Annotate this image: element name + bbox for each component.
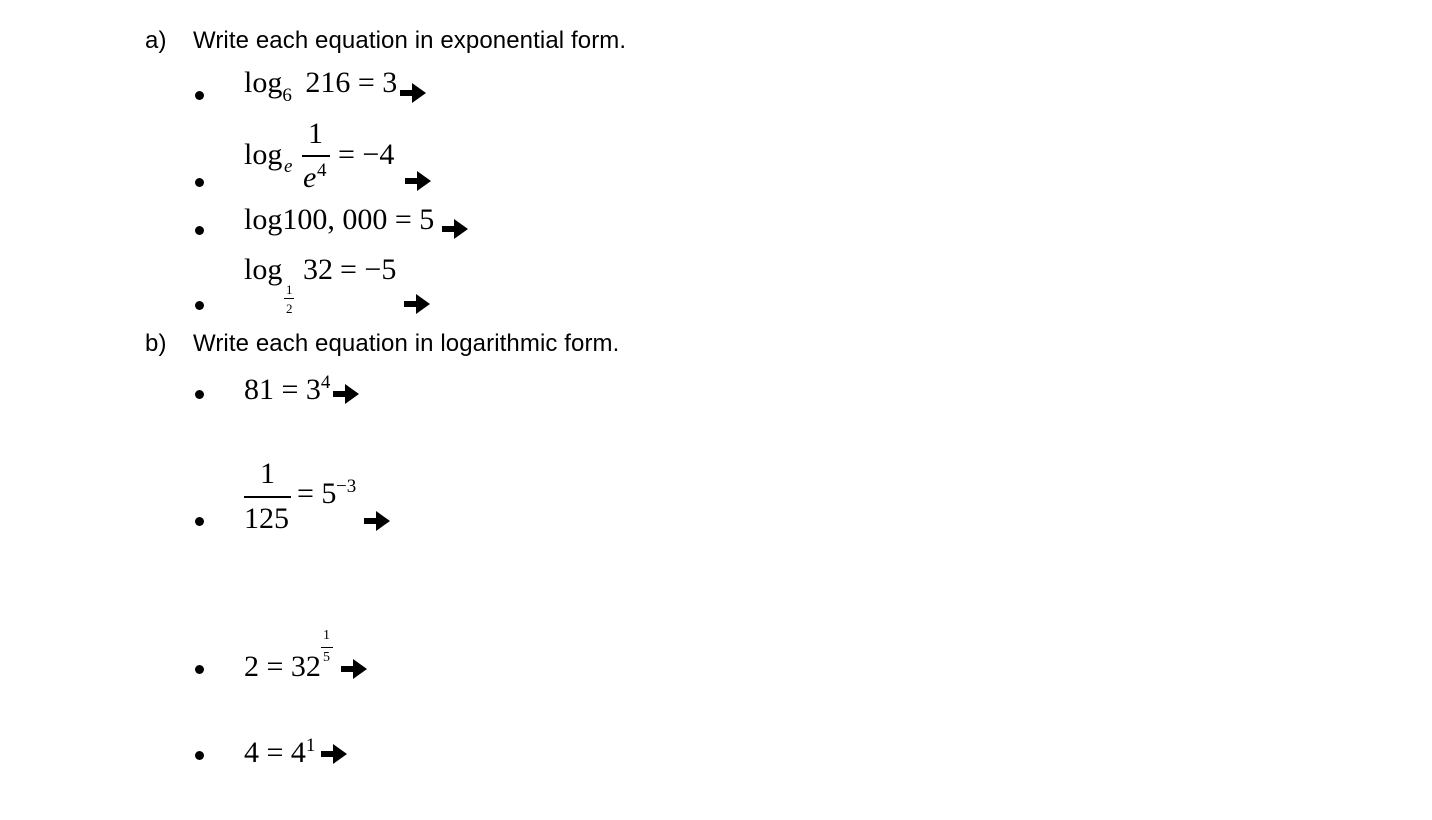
right-arrow-icon [320, 743, 348, 765]
right-arrow-icon [403, 293, 431, 315]
exponent-fraction-bar [321, 647, 333, 648]
exponent: −3 [336, 476, 357, 497]
base-fraction-bar [284, 298, 294, 299]
right-arrow-icon [399, 82, 427, 104]
right-arrow-icon [404, 170, 432, 192]
log-text: log [244, 66, 283, 99]
section-b-marker: b) [145, 330, 167, 357]
exponent-numerator: 1 [323, 628, 330, 643]
equation-rhs: = 3 [357, 66, 398, 99]
equation-rhs: = −4 [338, 138, 395, 171]
right-arrow-icon [363, 510, 391, 532]
equation-a1 [244, 66, 398, 106]
bullet-icon [195, 91, 204, 100]
equation-lhs: 2 = 32 [244, 650, 321, 683]
log-text: log [244, 253, 283, 286]
fraction-denominator: 125 [244, 502, 289, 535]
exponent: 4 [320, 372, 331, 393]
log-base: 6 [282, 85, 292, 106]
base-denominator: 2 [286, 301, 293, 316]
section-a-instruction: Write each equation in exponential form. [193, 27, 627, 54]
fraction-denominator: e [303, 161, 317, 194]
denominator-exponent: 4 [317, 160, 327, 181]
bullet-icon [195, 301, 204, 310]
log-base: e [284, 156, 293, 177]
right-arrow-icon [441, 218, 469, 240]
equation-a3: log100, 000 = 5 [244, 203, 435, 236]
section-a-marker: a) [145, 27, 167, 54]
right-arrow-icon [340, 658, 368, 680]
equation-b4 [244, 736, 315, 770]
bullet-icon [195, 390, 204, 399]
fraction-bar [302, 155, 330, 157]
equation-rhs: = −5 [340, 253, 397, 286]
equation-lhs: 81 = 3 [244, 373, 321, 406]
exponent: 1 [305, 735, 316, 756]
bullet-icon [195, 178, 204, 187]
bullet-icon [195, 226, 204, 235]
equation-rhs: = 5 [297, 477, 337, 510]
section-b-instruction: Write each equation in logarithmic form. [193, 330, 620, 357]
fraction-numerator: 1 [308, 117, 323, 150]
base-numerator: 1 [286, 282, 293, 297]
log-argument: 216 [305, 66, 351, 99]
bullet-icon [195, 665, 204, 674]
fraction-numerator: 1 [260, 457, 275, 490]
equation-lhs: 4 = 4 [244, 736, 306, 769]
right-arrow-icon [332, 383, 360, 405]
exponent-denominator: 5 [323, 650, 330, 665]
equation-b1 [244, 373, 330, 407]
log-argument: 32 [303, 253, 333, 286]
log-text: log [244, 138, 283, 171]
bullet-icon [195, 751, 204, 760]
fraction-bar [244, 496, 291, 498]
bullet-icon [195, 517, 204, 526]
